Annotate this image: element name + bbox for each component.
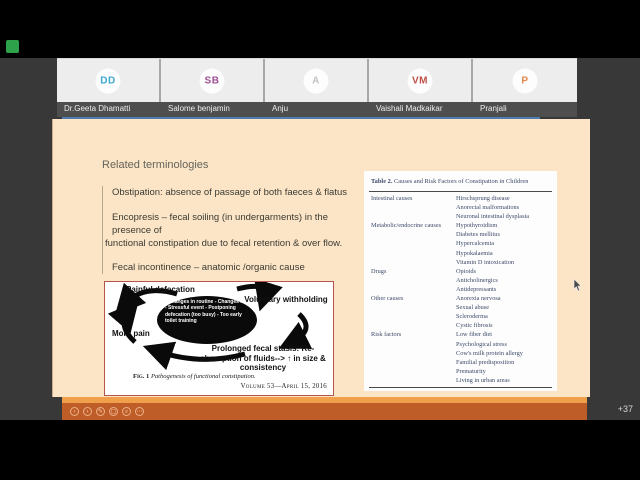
table-rows xyxy=(371,194,553,385)
participant-name: Anju xyxy=(272,104,289,113)
diagram-label-voluntary-withholding: Voluntary withholding xyxy=(244,295,328,304)
zoom-tool-button[interactable]: ⌕ xyxy=(122,407,131,416)
participant-name: Salome benjamin xyxy=(168,104,230,113)
participant-names-bar xyxy=(57,102,577,117)
table-row: Other causes Anorexia nervosa xyxy=(371,295,501,303)
diagram-label-more-pain: More pain xyxy=(112,329,150,338)
slide-paragraph: Obstipation: absence of passage of both faeces & flatus xyxy=(112,187,348,198)
participant-name: Dr.Geeta Dhamatti xyxy=(64,104,131,113)
figure-number: Fig. 1 xyxy=(133,373,150,380)
table-row: Scleroderma xyxy=(456,313,488,321)
figure-caption xyxy=(133,373,256,380)
avatar: P xyxy=(513,69,538,94)
table-row: Anorectal malformations xyxy=(456,204,520,212)
participant-strip xyxy=(57,58,577,103)
table-bottom-rule xyxy=(369,387,552,388)
participant-tile[interactable] xyxy=(57,59,161,103)
annotation-toolbar xyxy=(62,403,587,420)
table-row: Antidepressants xyxy=(456,285,497,293)
table-number: Table 2. xyxy=(371,178,393,185)
slide-paragraph: functional constipation due to fecal retention & over flow. xyxy=(105,238,343,249)
diagram-label-prolonged-stasis: Prolonged fecal stasis: Re-absorption of fluids--> ↑ in size & consistency xyxy=(200,344,326,372)
table-row: Risk factors Low fiber diet xyxy=(371,331,493,339)
causes-table xyxy=(364,171,557,391)
pen-tool-button[interactable]: ✎ xyxy=(97,408,104,415)
shared-slide xyxy=(52,119,590,397)
table-row: Familial predisposition xyxy=(456,358,515,366)
slide-text-block xyxy=(102,186,382,274)
pathogenesis-diagram xyxy=(104,281,334,396)
figure-caption-text: Pathogenesis of functional constipation. xyxy=(150,373,256,380)
table-row: Cystic fibrosis xyxy=(456,322,493,330)
journal-volume-line: Volume 53—April 15, 2016 xyxy=(240,383,327,390)
table-top-rule xyxy=(369,191,552,192)
table-row: Intestinal causes Hirschsprung disease xyxy=(371,195,510,202)
slide-paragraph: Fecal incontinence – anatomic /organic cause xyxy=(112,262,305,273)
table-row: Hypercalcemia xyxy=(456,240,495,248)
participant-name: Vaishali Madkaikar xyxy=(376,104,443,113)
participant-tile[interactable] xyxy=(161,59,265,103)
table-row: Diabetes mellitus xyxy=(456,231,500,239)
table-title xyxy=(371,178,553,185)
avatar: VM xyxy=(408,69,433,94)
shapes-tool-button[interactable]: ▢ xyxy=(110,408,117,415)
table-row: Neuronal intestinal dysplasia xyxy=(456,213,530,221)
recording-indicator-icon xyxy=(6,40,19,53)
table-row: Cow's milk protein allergy xyxy=(456,349,523,357)
diagram-label-painful-defecation: Painful defecation xyxy=(126,285,195,294)
previous-slide-button[interactable]: ‹ xyxy=(70,407,79,416)
more-tools-button[interactable]: ⋯ xyxy=(136,408,143,415)
table-row: Vitamin D intoxication xyxy=(456,258,515,266)
cycle-causes-list: - Changes in routine - Changes in diet - Stressful event - Postponing defecation (too busy) - Too early toilet training xyxy=(165,299,256,325)
avatar: DD xyxy=(96,69,121,94)
table-title-text: Causes and Risk Factors of Constipation in Children xyxy=(392,178,529,185)
mouse-cursor xyxy=(573,279,582,292)
table-row: Psychological stress xyxy=(456,340,507,348)
table-row: Hypokalaemia xyxy=(456,249,493,257)
table-row: Anticholinergics xyxy=(456,276,498,284)
participant-tile[interactable] xyxy=(265,59,369,103)
avatar: A xyxy=(304,69,329,94)
participant-tile[interactable] xyxy=(369,59,473,103)
table-row: Metabolic/endocrine causes Hypothyroidism xyxy=(371,222,498,230)
participant-tile[interactable] xyxy=(473,59,577,103)
table-row: Drugs Opioids xyxy=(371,267,476,275)
avatar: SB xyxy=(200,69,225,94)
slide-title: Related terminologies xyxy=(102,159,209,171)
next-slide-button[interactable]: › xyxy=(83,407,92,416)
slide-paragraph: presence of xyxy=(112,225,162,236)
table-row: Living in urban areas xyxy=(456,376,510,384)
table-row: Sexual abuse xyxy=(456,304,490,312)
slide-paragraph: Encopresis – fecal soiling (in undergarments) in the xyxy=(112,212,328,223)
more-participants-count[interactable]: +37 xyxy=(617,404,633,414)
toolbar-buttons xyxy=(70,407,144,416)
table-row: Prematurity xyxy=(456,367,486,375)
participant-name: Pranjali xyxy=(480,104,507,113)
